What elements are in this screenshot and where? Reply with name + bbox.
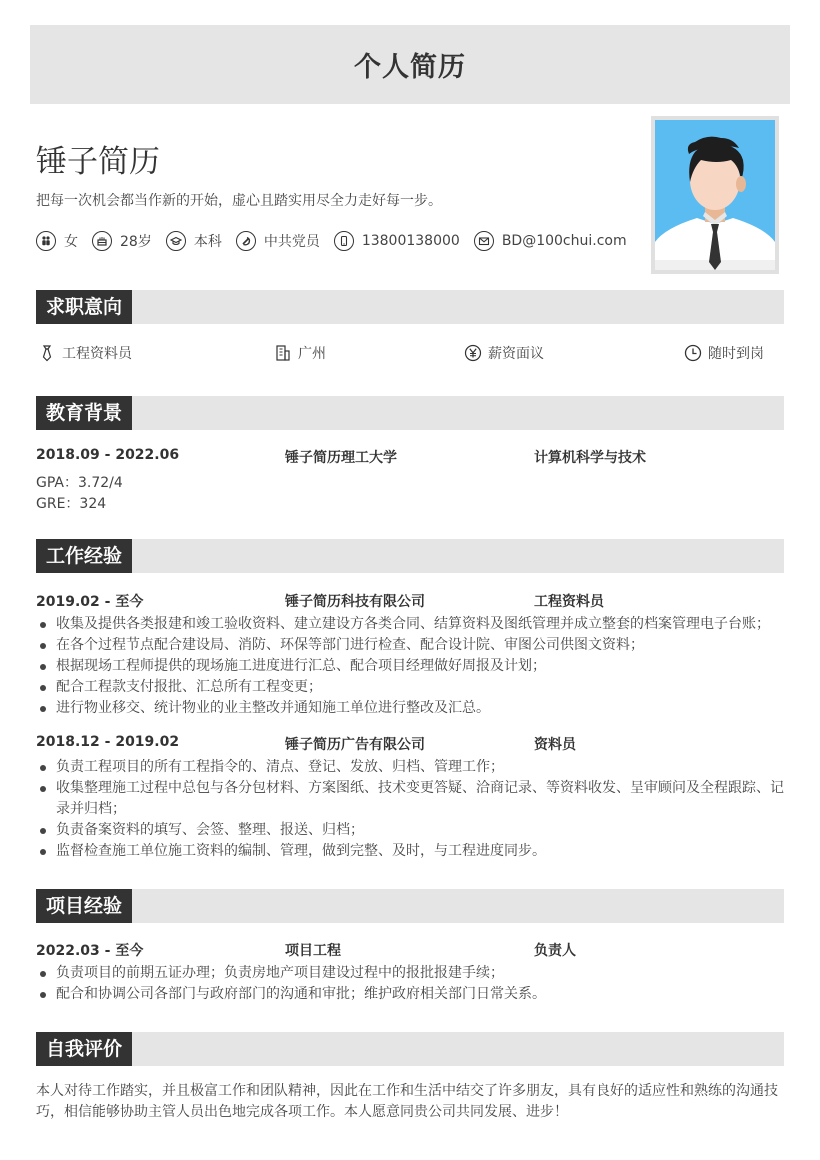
party-emblem-icon [236,231,256,251]
age-info [92,231,152,251]
section-title-project: 项目经验 [36,889,132,923]
section-header-intent [36,290,784,324]
work-period: 2019.02 - 至今 [36,594,144,610]
section-header-work [36,539,784,573]
list-item: 配合工程款支付报批、汇总所有工程变更； [36,677,786,698]
phone-value: 13800138000 [361,233,460,249]
intent-city [274,343,326,363]
work-company: 锤子简历广告有限公司 [285,737,425,753]
intent-availability [684,343,764,363]
age-value: 28岁 [120,234,152,250]
birthday-cake-icon [92,231,112,251]
email-value: BD@100chui.com [501,233,627,249]
job-intent-row [36,343,784,365]
intent-city-value: 广州 [298,346,326,362]
degree-info [166,231,222,251]
list-item: 配合和协调公司各部门与政府部门的沟通和审批；维护政府相关部门日常关系。 [36,984,786,1005]
section-header-self [36,1032,784,1066]
section-title-self: 自我评价 [36,1032,132,1066]
politics-info [236,231,320,251]
work-company: 锤子简历科技有限公司 [285,594,425,610]
section-title-education: 教育背景 [36,396,132,430]
education-major: 计算机科学与技术 [534,450,646,466]
project-period: 2022.03 - 至今 [36,943,144,959]
project-name: 项目工程 [285,943,341,959]
candidate-name: 锤子简历 [36,144,160,180]
gender-value: 女 [64,234,78,250]
resume-header [30,25,790,104]
graduation-cap-icon [166,231,186,251]
avatar-photo [651,116,779,274]
list-item: 监督检查施工单位施工资料的编制、管理，做到完整、及时，与工程进度同步。 [36,841,786,862]
section-title-intent: 求职意向 [36,290,132,324]
project-duties-list [36,963,786,1005]
education-gpa: GPA：3.72/4 [36,475,123,491]
email-icon [474,231,494,251]
intent-salary [464,343,544,363]
work-role: 工程资料员 [534,594,604,610]
phone-info [334,231,460,251]
basic-info-row [36,231,641,251]
building-icon [274,344,292,362]
work-period: 2018.12 - 2019.02 [36,734,180,750]
clock-icon [684,344,702,362]
list-item: 负责项目的前期五证办理；负责房地产项目建设过程中的报批报建手续； [36,963,786,984]
list-item: 负责备案资料的填写、会签、整理、报送、归档； [36,820,786,841]
email-info [474,231,627,251]
gender-icon [36,231,56,251]
intent-availability-value: 随时到岗 [708,346,764,362]
section-title-work: 工作经验 [36,539,132,573]
phone-icon [334,231,354,251]
education-period: 2018.09 - 2022.06 [36,447,180,463]
work-role: 资料员 [534,737,576,753]
intent-salary-value: 薪资面议 [488,346,544,362]
degree-value: 本科 [193,234,222,250]
yen-icon [464,344,482,362]
section-header-education [36,396,784,430]
page-title: 个人简历 [354,52,466,83]
candidate-motto: 把每一次机会都当作新的开始，虚心且踏实用尽全力走好每一步。 [36,193,442,209]
project-role: 负责人 [534,943,576,959]
work-duties-list [36,757,786,862]
list-item: 收集及提供各类报建和竣工验收资料、建立建设方各类合同、结算资料及图纸管理并成立整套的档案管理电子台账； [36,614,786,635]
work-duties-list [36,614,786,719]
avatar-illustration [655,120,775,270]
list-item: 在各个过程节点配合建设局、消防、环保等部门进行检查、配合设计院、审图公司供图文资料； [36,635,786,656]
intent-position-value: 工程资料员 [62,346,132,362]
self-evaluation-text: 本人对待工作踏实，并且极富工作和团队精神，因此在工作和生活中结交了许多朋友，具有良好的适应性和熟练的沟通技巧，相信能够协助主管人员出色地完成各项工作。本人愿意同贵公司共同发展、进步！ [36,1083,778,1120]
tie-icon [38,344,56,362]
education-gre: GRE：324 [36,496,107,512]
list-item: 负责工程项目的所有工程指令的、清点、登记、发放、归档、管理工作； [36,757,786,778]
intent-position [38,343,132,363]
list-item: 进行物业移交、统计物业的业主整改并通知施工单位进行整改及汇总。 [36,698,786,719]
politics-value: 中共党员 [263,234,320,250]
list-item: 收集整理施工过程中总包与各分包材料、方案图纸、技术变更答疑、洽商记录、等资料收发、呈审顾问及全程跟踪、记录并归档； [36,778,786,820]
education-school: 锤子简历理工大学 [285,450,397,466]
gender-info [36,231,78,251]
list-item: 根据现场工程师提供的现场施工进度进行汇总、配合项目经理做好周报及计划； [36,656,786,677]
section-header-project [36,889,784,923]
